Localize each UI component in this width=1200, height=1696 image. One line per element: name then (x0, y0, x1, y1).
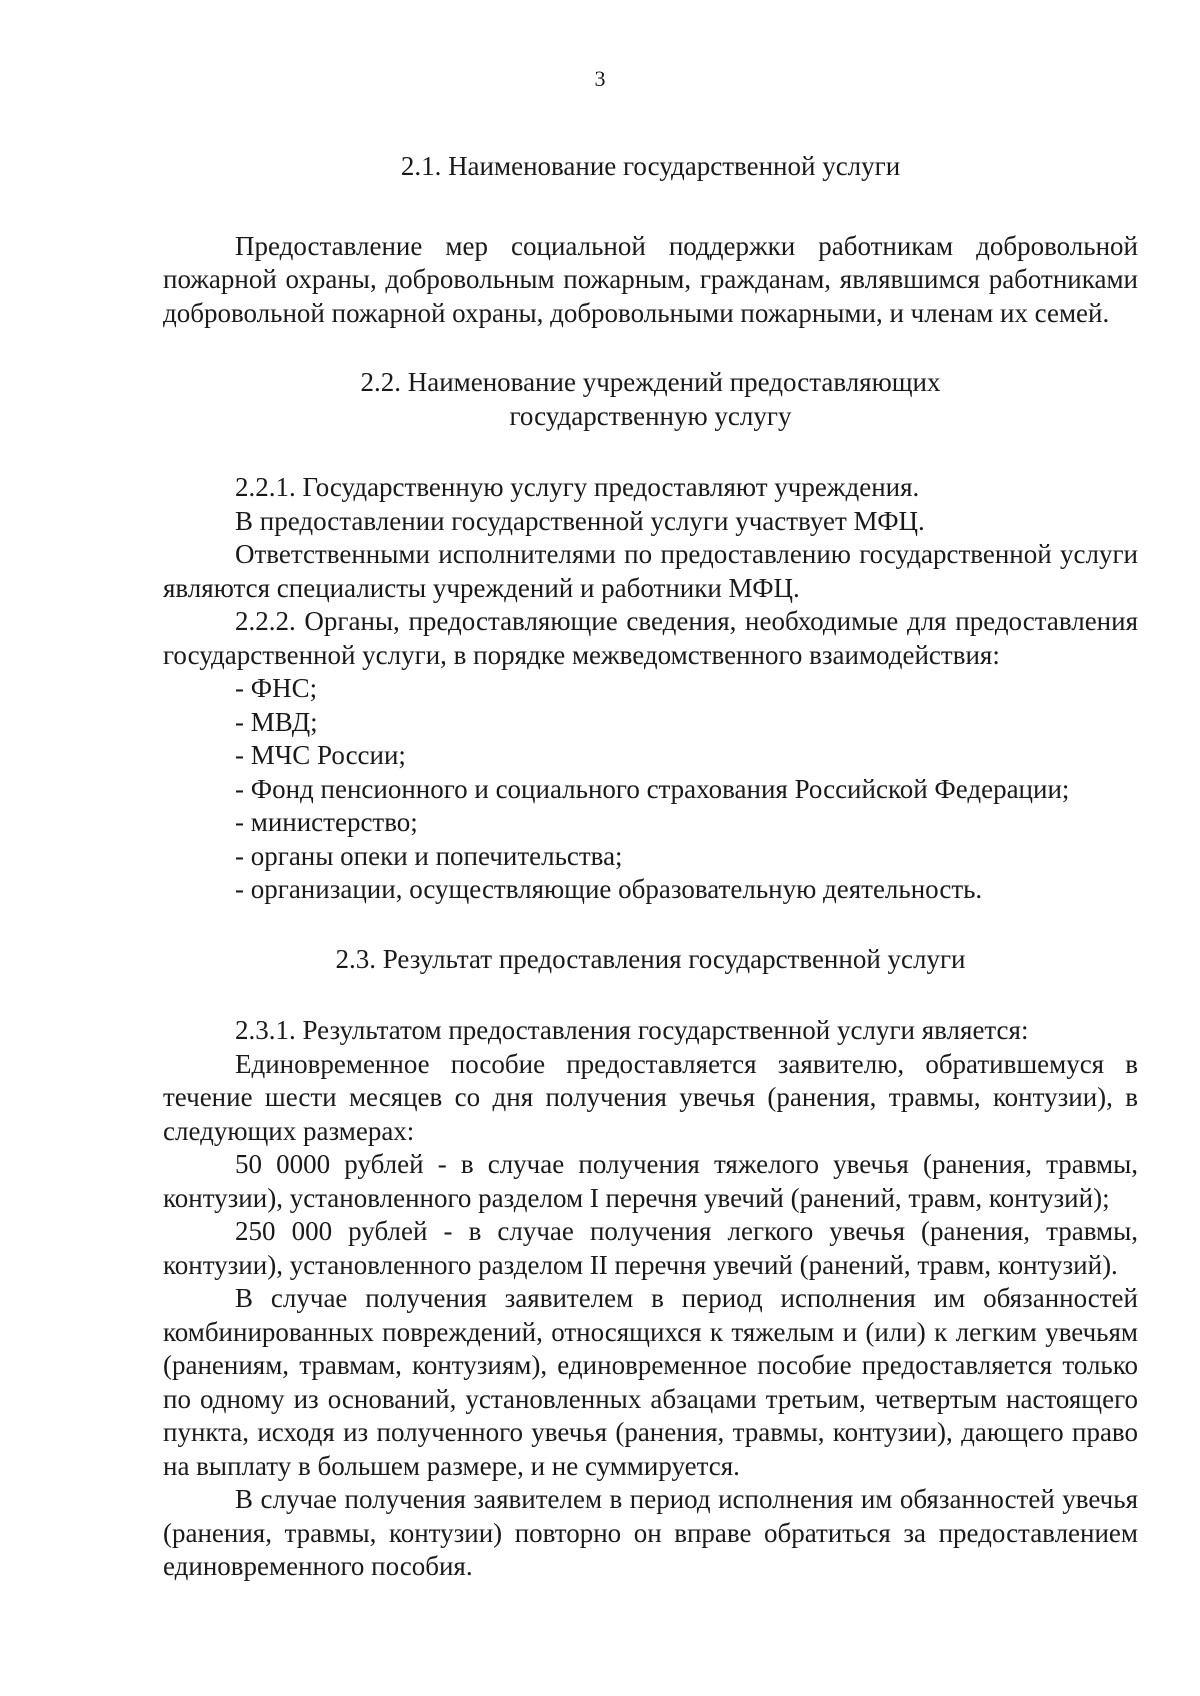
section-2-3-paragraph: В случае получения заявителем в период исполнения им обязанностей комбинированных повреждений, относящихся к тяжелым и (или) к легким увечьям (ранениям, травмам, контузиям), единовременное пособие предоставляется только по одному из оснований, установленных абзацами третьим, четвертым настоящего пункта, исходя из полученного увечья (ранения, травмы, контузии), дающего право на выплату в большем размере, и не суммируется. (163, 1283, 1138, 1481)
agency-list-item: - Фонд пенсионного и социального страхования Российской Федерации; (235, 773, 1070, 804)
agency-list-item: - министерство; (235, 807, 418, 837)
section-2-2-heading-line1: 2.2. Наименование учреждений предоставляющих (360, 367, 941, 397)
agency-list-item: - МЧС России; (235, 740, 406, 770)
document-body (163, 150, 1138, 1584)
section-2-3-paragraph: 50 0000 рублей - в случае получения тяжелого увечья (ранения, травмы, контузии), установленного разделом I перечня увечий (ранений, травм, контузий); (163, 1149, 1138, 1213)
section-2-3-heading: 2.3. Результат предоставления государственной услуги (335, 943, 966, 974)
agency-list-item: - ФНС; (235, 673, 318, 703)
section-2-2-heading-line2: государственную услугу (509, 400, 792, 431)
section-2-2-paragraph: Ответственными исполнителями по предоставлению государственной услуги являются специалисты учреждений и работники МФЦ. (163, 539, 1138, 603)
agency-list-item: - органы опеки и попечительства; (235, 840, 623, 871)
section-2-2-paragraph: В предоставлении государственной услуги участвует МФЦ. (235, 505, 925, 536)
section-2-1-heading: 2.1. Наименование государственной услуги (400, 151, 901, 181)
section-2-2-paragraph: 2.2.2. Органы, предоставляющие сведения, необходимые для предоставления государственной услуги, в порядке межведомственного взаимодействия: (163, 606, 1138, 670)
section-2-3-paragraph: 250 000 рублей - в случае получения легкого увечья (ранения, травмы, контузии), установленного разделом II перечня увечий (ранений, травм, контузий). (163, 1216, 1138, 1280)
section-2-2-paragraph: 2.2.1. Государственную услугу предоставляют учреждения. (235, 472, 920, 502)
agency-list-item: - МВД; (235, 706, 318, 737)
section-2-3-paragraph: В случае получения заявителем в период исполнения им обязанностей увечья (ранения, травмы, контузии) повторно он вправе обратиться за предоставлением единовременного пособия. (163, 1484, 1138, 1581)
section-2-1-text: Предоставление мер социальной поддержки работникам добровольной пожарной охраны, добровольным пожарным, гражданам, являвшимся работниками добровольной пожарной охраны, добровольными пожарными, и членам их семей. (163, 230, 1138, 328)
section-2-3-paragraph: 2.3.1. Результатом предоставления государственной услуги является: (235, 1015, 1029, 1045)
agency-list-item: - организации, осуществляющие образовательную деятельность. (235, 874, 983, 904)
section-2-3-paragraph: Единовременное пособие предоставляется заявителю, обратившемуся в течение шести месяцев со дня получения увечья (ранения, травмы, контузии), в следующих размерах: (163, 1048, 1138, 1146)
page-number: 3 (594, 66, 606, 91)
